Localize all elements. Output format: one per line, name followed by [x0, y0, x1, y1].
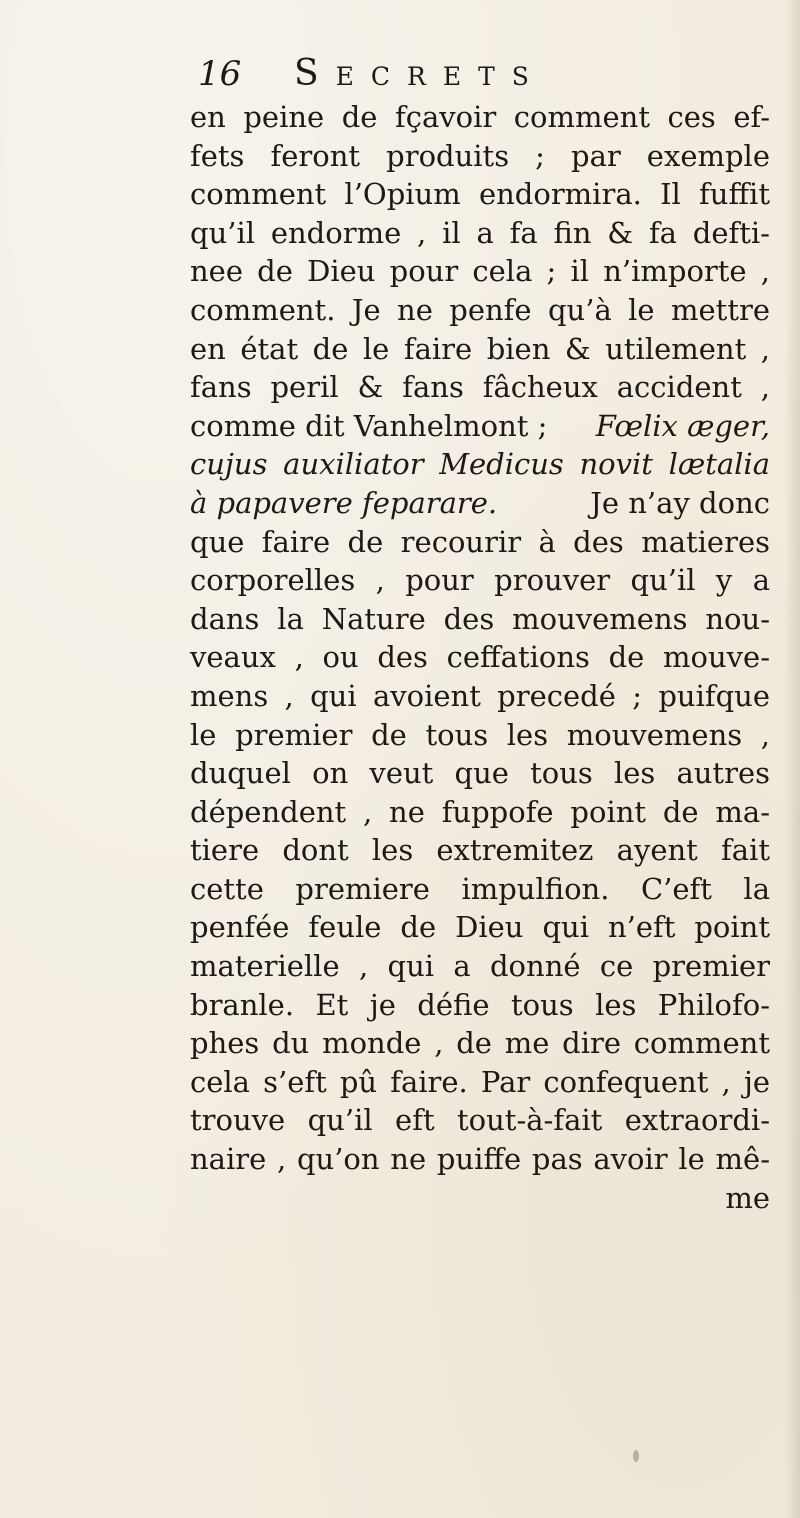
latin-quote-line: cujus auxiliator Medicus novit lætalia — [190, 447, 770, 482]
text-line: tiere dont les extremitez ayent fait — [190, 833, 770, 868]
running-title: Secrets — [294, 53, 546, 94]
text-line: qu’il endorme , il a fa fin & fa defti- — [190, 215, 770, 250]
text-segment: comme dit Vanhelmont ; — [190, 408, 548, 443]
text-line: que faire de recourir à des matieres — [190, 524, 770, 559]
ink-smudge — [633, 1450, 639, 1462]
text-line: nee de Dieu pour cela ; il n’importe , — [190, 254, 770, 289]
text-line: en état de le faire bien & utilement , — [190, 331, 770, 366]
text-line: dépendent , ne fuppofe point de ma- — [190, 794, 770, 829]
body-text — [190, 98, 770, 1217]
text-line: fans peril & fans fâcheux accident , — [190, 370, 770, 405]
page-number: 16 — [198, 54, 242, 94]
text-line: materielle , qui a donné ce premier — [190, 949, 770, 984]
text-line: naire , qu’on ne puiffe pas avoir le mê- — [190, 1142, 770, 1177]
catchword: me — [725, 1180, 770, 1215]
text-line: branle. Et je défie tous les Philofo- — [190, 987, 770, 1022]
text-line: duquel on veut que tous les autres — [190, 756, 770, 791]
text-line: fets feront produits ; par exemple — [190, 138, 770, 173]
text-line: dans la Nature des mouvemens nou- — [190, 601, 770, 636]
text-line: corporelles , pour prouver qu’il y a — [190, 563, 770, 598]
text-line: cela s’eft pû faire. Par confequent , je — [190, 1064, 770, 1099]
text-line: phes du monde , de me dire comment — [190, 1026, 770, 1061]
text-line: veaux , ou des ceffations de mouve- — [190, 640, 770, 675]
running-head — [198, 52, 758, 100]
text-line: comment l’Opium endormira. Il fuffit — [190, 177, 770, 212]
text-line: le premier de tous les mouvemens , — [190, 717, 770, 752]
text-line-mixed — [190, 407, 770, 446]
latin-quote-segment: à papavere feparare. — [190, 485, 498, 520]
text-line: penfée feule de Dieu qui n’eft point — [190, 910, 770, 945]
text-line: en peine de fçavoir comment ces ef- — [190, 100, 770, 134]
text-segment: Je n’ay donc — [590, 485, 770, 520]
page-edge-shadow — [784, 0, 800, 1518]
text-line: trouve qu’il eft tout-à-fait extraordi- — [190, 1103, 770, 1138]
text-line: cette premiere impulfion. C’eft la — [190, 871, 770, 906]
text-line: comment. Je ne penfe qu’à le mettre — [190, 292, 770, 327]
latin-quote-segment: Fœlix æger, — [595, 408, 770, 443]
text-line-mixed — [190, 484, 770, 523]
text-line: mens , qui avoient precedé ; puifque — [190, 678, 770, 713]
